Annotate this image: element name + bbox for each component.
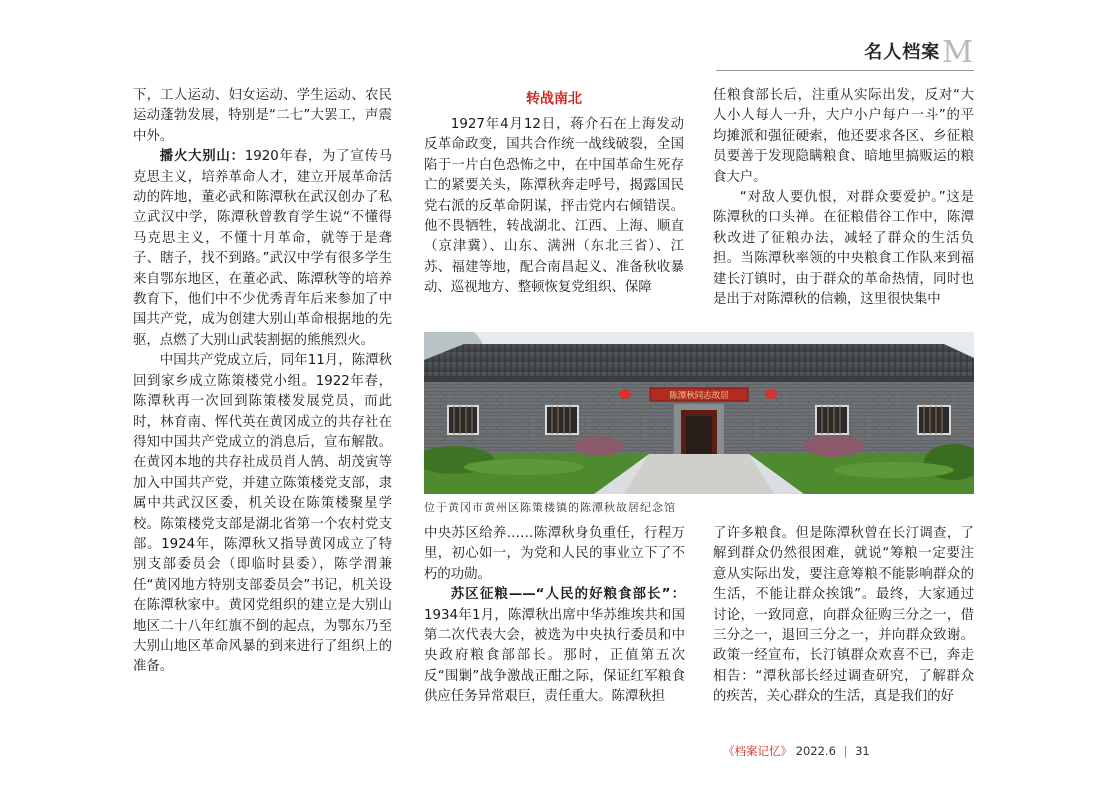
footer-separator: | (843, 744, 848, 758)
paragraph: 了许多粮食。但是陈潭秋曾在长汀调查，了解到群众仍然很困难，就说“筹粮一定要注意从实际出发，要注意筹粮不能影响群众的生活，不能让群众挨饿”。最终，大家通过讨论，一致同意，向群众征购三分之一，借三分之一，退回三分之一，并向群众致谢。政策一经宣布，长汀镇群众欢喜不已，奔走相告：“潭秋部长经过调查研究，了解群众的疾苦，关心群众的生活，真是我们的好 (713, 526, 974, 705)
text-column-2-top (424, 86, 684, 299)
magazine-name: 《档案记忆》 (723, 744, 792, 758)
column-header (864, 35, 973, 70)
paragraph-body: 1920年春，为了宣传马克思主义，培养革命人才，建立开展革命活动的阵地，董必武和陈潭秋在武汉创办了私立武汉中学，陈潭秋曾教育学生说“不懂得马克思主义，不懂十月革命，就等于是聋子、瞎子，找不到路。”武汉中学有很多学生来自鄂东地区，在董必武、陈潭秋等的培养教育下，他们中不少优秀青年后来参加了中国共产党，成为创建大别山革命根据地的先驱，点燃了大别山武装割据的熊熊烈火。 (133, 149, 393, 348)
issue-number: 2022.6 (795, 744, 836, 758)
paragraph: 下，工人运动、妇女运动、学生运动、农民运动蓬勃发展，特别是“二七”大罢工，声震中外。 (133, 88, 392, 144)
text-column-1 (133, 86, 392, 678)
paragraph: 1927年4月12日，蒋介石在上海发动反革命政变，国共合作统一战线破裂，全国陷于一片白色恐怖之中，在中国革命生死存亡的紧要关头，陈潭秋奔走呼号，揭露国民党右派的反革命阴谋，抨击党内右倾错误。他不畏牺牲，转战湖北、江西、上海、顺直（京津冀）、山东、满洲（东北三省）、江苏、福建等地，配合南昌起义、准备秋收暴动、巡视地方、整顿恢复党组织、保障 (424, 117, 684, 296)
text-column-2-bottom (424, 524, 685, 708)
paragraph: 任粮食部长后，注重从实际出发，反对“大人小人每人一升，大户小户每户一斗”的平均摊派和强征硬索，他还要求各区、乡征粮员要善于发现隐瞒粮食、暗地里搞贩运的粮食大户。 (713, 88, 974, 185)
plaque-text: 陈潭秋同志故居 (669, 391, 729, 401)
photo-caption: 位于黄冈市黄州区陈策楼镇的陈潭秋故居纪念馆 (424, 501, 676, 514)
column-title: 名人档案 (864, 42, 941, 63)
section-title: 转战南北 (526, 91, 582, 107)
paragraph-body: 1934年1月，陈潭秋出席中华苏维埃共和国第二次代表大会，被选为中央执行委员和中央政府粮食部部长。那时，正值第五次反“围剿”战争激战正酣之际，保证红军粮食供应任务异常艰巨，责任重大。陈潭秋担 (424, 607, 685, 705)
paragraph: “对敌人要仇恨，对群众要爱护。”这是陈潭秋的口头禅。在征粮借谷工作中，陈潭秋改进了征粮办法，减轻了群众的生活负担。当陈潭秋率领的中央粮食工作队来到福建长汀镇时，由于群众的革命热情，同时也是出于对陈潭秋的信赖，这里很快集中 (713, 190, 974, 308)
paragraph (424, 585, 685, 707)
page-footer (723, 743, 870, 759)
text-column-3-bottom (713, 524, 974, 708)
header-rule (716, 70, 974, 71)
paragraph-heading: 苏区征粮——“人民的好粮食部长”： (450, 587, 685, 603)
column-logo-letter: M (942, 35, 973, 70)
page-number: 31 (855, 744, 870, 758)
paragraph: 中国共产党成立后，同年11月，陈潭秋回到家乡成立陈策楼党小组。1922年春，陈潭秋再一次回到陈策楼发展党员，而此时，林育南、恽代英在黄冈成立的共存社在得知中国共产党成立的消息后，宣布解散。在黄冈本地的共存社成员肖人鹄、胡茂寅等加入中国共产党，并建立陈策楼党支部，隶属中共武汉区委，机关设在陈策楼聚星学校。陈策楼党支部是湖北省第一个农村党支部。1924年，陈潭秋又指导黄冈成立了特别支部委员会（即临时县委），陈学渭兼任“黄冈地方特别支部委员会”书记，机关设在陈潭秋家中。黄冈党组织的建立是大别山地区二十八年红旗不倒的起点，为鄂东乃至大别山地区革命风暴的到来进行了组织上的准备。 (133, 353, 392, 675)
paragraph (133, 147, 392, 351)
text-column-3-top (713, 86, 974, 310)
paragraph: 中央苏区给养……陈潭秋身负重任，行程万里，初心如一，为党和人民的事业立下了不朽的功勋。 (424, 526, 685, 582)
paragraph-heading: 播火大别山： (159, 149, 245, 165)
memorial-hall-photo (424, 332, 974, 494)
